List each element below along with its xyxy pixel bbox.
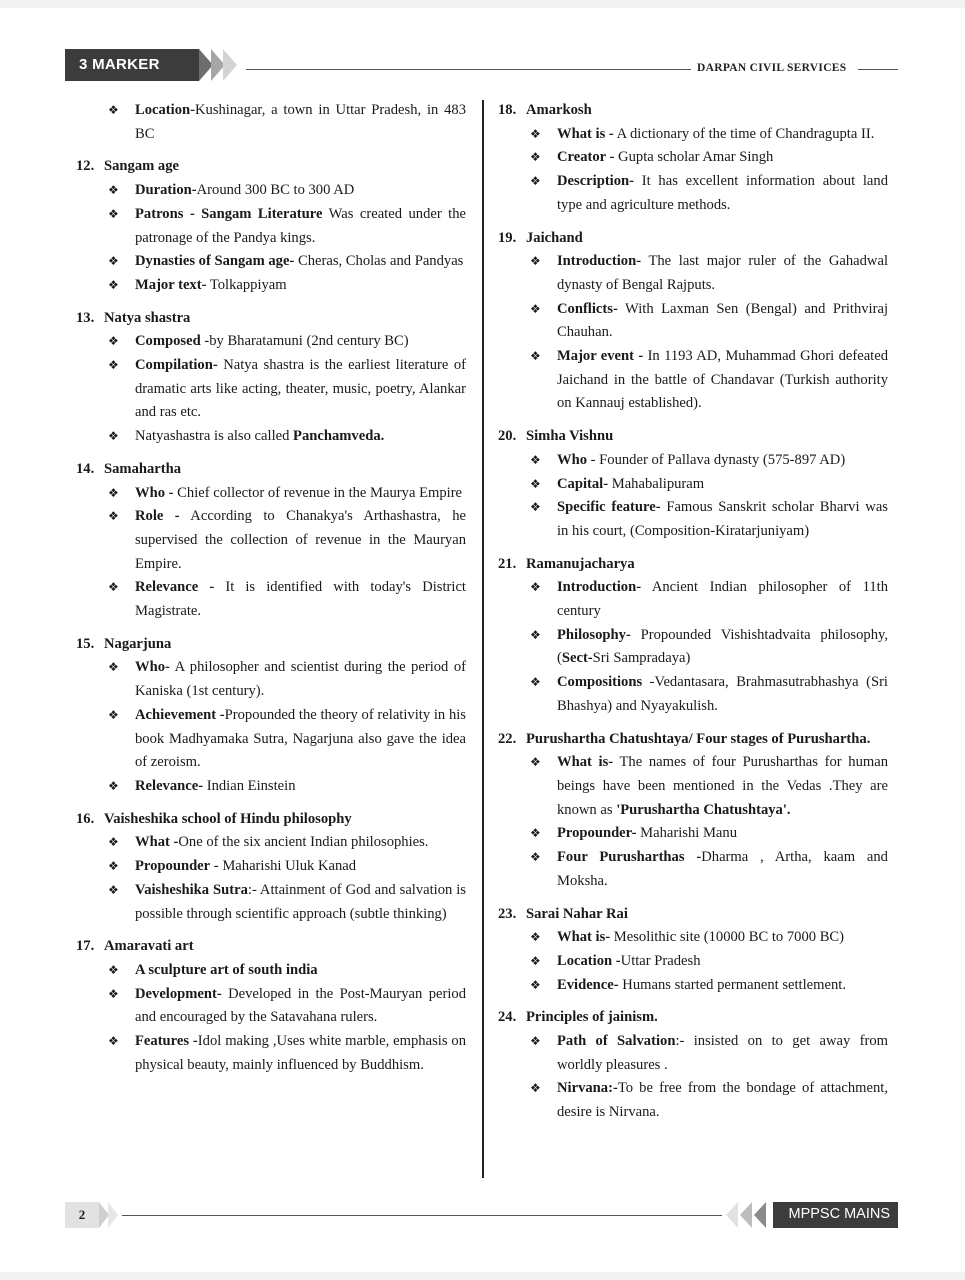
bullet-list — [530, 449, 888, 544]
section — [498, 425, 888, 544]
item-text: Ancient Indian philosopher of 11th century — [557, 579, 888, 620]
list-item — [530, 624, 888, 671]
item-text: Developed in the Post-Mauryan period and encouraged by the Satavahana rulers. — [135, 985, 466, 1026]
diamond-bullet-icon: ❖ — [530, 476, 541, 491]
section-title: Amaravati art — [104, 938, 194, 955]
section-number: 13. — [76, 309, 95, 326]
list-item — [108, 656, 466, 703]
bullet-list — [530, 926, 888, 997]
item-text: Tolkappiyam — [206, 276, 287, 293]
section — [498, 903, 888, 998]
list-item — [108, 959, 466, 983]
item-text: Maharishi Manu — [636, 825, 737, 842]
bullet-list — [108, 959, 466, 1078]
item-text: Was created under the patronage of the Pandya kings. — [135, 205, 466, 246]
column-divider — [482, 100, 484, 1178]
list-item — [108, 354, 466, 425]
item-label: Role - — [135, 508, 180, 525]
item-label: Dynasties of Sangam age- — [135, 253, 295, 270]
section-title: Vaisheshika school of Hindu philosophy — [104, 810, 352, 827]
list-item — [530, 974, 888, 998]
item-label: What is- — [557, 929, 611, 946]
list-item — [108, 99, 466, 146]
item-label: Vaisheshika Sutra — [135, 881, 248, 898]
item-text: Mesolithic site (10000 BC to 7000 BC) — [610, 929, 845, 946]
diamond-bullet-icon: ❖ — [108, 962, 119, 977]
list-item — [530, 449, 888, 473]
item-text: Sri Sampradaya) — [592, 650, 691, 667]
section-heading — [498, 227, 888, 251]
item-text: Uttar Pradesh — [620, 952, 701, 969]
diamond-bullet-icon: ❖ — [530, 174, 541, 189]
section-title: Nagarjuna — [104, 635, 172, 652]
item-label: Creator - — [557, 149, 615, 166]
section — [76, 633, 466, 799]
section-heading — [498, 903, 888, 927]
item-text: According to Chanakya's Arthashastra, he supervised the collection of revenue in the Mauryan Empire. — [135, 508, 466, 572]
item-text: - Maharishi Uluk Kanad — [210, 858, 357, 875]
item-label: Location - — [557, 952, 621, 969]
list-item — [108, 1030, 466, 1077]
item-label: Nirvana:- — [557, 1080, 618, 1097]
diamond-bullet-icon: ❖ — [530, 349, 541, 364]
item-text: Natyashastra is also called — [135, 428, 294, 445]
diamond-bullet-icon: ❖ — [108, 277, 119, 292]
section-number: 15. — [76, 635, 95, 652]
item-text: :- Attainment of God and salvation is possible through scientific approach (subtle thinking) — [135, 881, 466, 922]
section-heading — [76, 633, 466, 657]
diamond-bullet-icon: ❖ — [108, 859, 119, 874]
item-text: One of the six ancient Indian philosophies. — [178, 834, 429, 851]
item-text: Gupta scholar Amar Singh — [614, 149, 774, 166]
diamond-bullet-icon: ❖ — [530, 953, 541, 968]
section-heading — [498, 553, 888, 577]
section-heading — [76, 808, 466, 832]
item-label: What is- — [557, 754, 614, 771]
diamond-bullet-icon: ❖ — [530, 500, 541, 515]
item-label: Capital- — [557, 475, 609, 492]
bullet-list — [530, 1030, 888, 1125]
section-number: 21. — [498, 555, 517, 572]
section-heading — [76, 458, 466, 482]
item-text: -Vedantasara, Brahmasutrabhashya (Sri Bhashya) and Nyayakulish. — [557, 674, 888, 714]
bullet-list — [530, 576, 888, 718]
diamond-bullet-icon: ❖ — [530, 580, 541, 595]
publisher-title: DARPAN CIVIL SERVICES — [697, 62, 847, 74]
bullet-list — [530, 123, 888, 218]
item-text: Idol making ,Uses white marble, emphasis on physical beauty, mainly influenced by Buddhism. — [135, 1033, 466, 1073]
list-item — [530, 345, 888, 416]
diamond-bullet-icon: ❖ — [530, 850, 541, 865]
diamond-bullet-icon: ❖ — [108, 1034, 119, 1049]
bullet-list — [108, 99, 466, 146]
section-number: 17. — [76, 938, 95, 955]
item-label: Patrons - Sangam Literature — [135, 205, 323, 222]
section — [76, 458, 466, 624]
item-text: Propounded Vishishtadvaita philosophy, ( — [557, 626, 888, 667]
section-number: 19. — [498, 229, 517, 246]
list-item — [530, 1077, 888, 1124]
item-text: A philosopher and scientist during the period of Kaniska (1st century). — [135, 659, 466, 700]
item-label: Compilation- — [135, 357, 218, 374]
section-title: Natya shastra — [104, 309, 191, 326]
list-item — [108, 482, 466, 506]
chevron-icon — [223, 49, 237, 81]
list-item — [530, 473, 888, 497]
diamond-bullet-icon: ❖ — [108, 429, 119, 444]
section — [76, 935, 466, 1077]
diamond-bullet-icon: ❖ — [108, 707, 119, 722]
diamond-bullet-icon: ❖ — [108, 986, 119, 1001]
bullet-list — [108, 330, 466, 449]
section — [498, 227, 888, 417]
list-item — [108, 203, 466, 250]
diamond-bullet-icon: ❖ — [530, 627, 541, 642]
section-title: Samahartha — [104, 460, 182, 477]
item-text: A dictionary of the time of Chandragupta II. — [613, 125, 875, 142]
list-item — [108, 179, 466, 203]
diamond-bullet-icon: ❖ — [108, 485, 119, 500]
list-item — [530, 170, 888, 217]
list-item — [108, 983, 466, 1030]
item-label: Introduction- — [557, 253, 642, 270]
diamond-bullet-icon: ❖ — [108, 358, 119, 373]
section — [498, 99, 888, 218]
bullet-list — [108, 831, 466, 926]
bullet-list — [530, 751, 888, 893]
list-item — [108, 831, 466, 855]
section-title: Sarai Nahar Rai — [526, 905, 628, 922]
diamond-bullet-icon: ❖ — [108, 660, 119, 675]
section-heading — [498, 99, 888, 123]
list-item — [108, 775, 466, 799]
diamond-bullet-icon: ❖ — [108, 103, 119, 117]
chevron-icon — [726, 1202, 738, 1228]
header-rule — [858, 69, 898, 70]
item-label: Specific feature- — [557, 499, 661, 516]
item-label: Who - — [135, 484, 174, 501]
page-number: 2 — [65, 1202, 99, 1228]
section-number: 18. — [498, 102, 517, 118]
list-item — [108, 425, 466, 449]
item-label: 'Purushartha Chatushtaya'. — [616, 801, 791, 818]
diamond-bullet-icon: ❖ — [108, 835, 119, 850]
diamond-bullet-icon: ❖ — [530, 254, 541, 269]
item-label: Sect- — [561, 650, 593, 667]
item-label: Compositions — [557, 674, 643, 691]
item-label: Duration- — [135, 182, 197, 199]
section-title: Jaichand — [526, 229, 583, 246]
section-number: 16. — [76, 810, 95, 827]
section-heading — [498, 728, 888, 752]
item-label: Features - — [135, 1033, 198, 1050]
chevron-icon — [108, 1202, 118, 1228]
list-item — [108, 505, 466, 576]
section-number: 14. — [76, 460, 95, 477]
item-label: Path of Salvation — [557, 1033, 676, 1050]
item-text: The names of four Purusharthas for human beings have been mentioned in the Vedas .They are known as — [557, 754, 888, 818]
item-label: Composed — [135, 333, 201, 350]
section-title: Sangam age — [104, 158, 179, 175]
section — [498, 553, 888, 719]
item-text: In 1193 AD, Muhammad Ghori defeated Jaichand in the battle of Chandavar (Turkish authority on Kannauj established). — [557, 348, 888, 412]
right-column — [498, 99, 888, 1134]
chevron-icon — [754, 1202, 766, 1228]
item-text: It is identified with today's District Magistrate. — [135, 579, 466, 620]
chapter-tab — [65, 49, 225, 81]
item-text: Cheras, Cholas and Pandyas — [294, 253, 464, 270]
diamond-bullet-icon: ❖ — [530, 452, 541, 467]
list-item — [530, 298, 888, 345]
diamond-bullet-icon: ❖ — [108, 206, 119, 221]
diamond-bullet-icon: ❖ — [530, 1081, 541, 1096]
list-item — [530, 146, 888, 170]
item-text: With Laxman Sen (Bengal) and Prithviraj Chauhan. — [557, 300, 888, 341]
item-label: A sculpture art of south india — [135, 961, 318, 978]
section-title: Purushartha Chatushtaya/ Four stages of Purushartha. — [526, 730, 871, 747]
item-label: Who- — [135, 659, 170, 676]
list-item — [530, 671, 888, 718]
section-heading — [76, 307, 466, 331]
item-text: - Founder of Pallava dynasty (575-897 AD) — [587, 451, 846, 468]
bullet-list — [108, 179, 466, 298]
item-text: Around 300 BC to 300 AD — [196, 182, 355, 199]
section — [498, 1006, 888, 1125]
section — [498, 728, 888, 894]
item-label: Introduction- — [557, 579, 642, 596]
list-item — [530, 123, 888, 147]
item-label: What - — [135, 834, 179, 851]
bullet-list — [108, 656, 466, 798]
list-item — [530, 926, 888, 950]
header-rule — [246, 69, 691, 70]
list-item — [530, 751, 888, 822]
section — [76, 808, 466, 927]
diamond-bullet-icon: ❖ — [108, 254, 119, 269]
diamond-bullet-icon: ❖ — [530, 826, 541, 841]
list-item — [108, 274, 466, 298]
diamond-bullet-icon: ❖ — [530, 301, 541, 316]
list-item — [530, 250, 888, 297]
section-title: Amarkosh — [526, 102, 592, 118]
item-text: -by Bharatamuni (2nd century BC) — [200, 333, 409, 350]
list-item — [530, 822, 888, 846]
item-label: Panchamveda. — [293, 428, 385, 445]
section-number: 24. — [498, 1009, 517, 1026]
item-label: Relevance - — [135, 579, 215, 596]
diamond-bullet-icon: ❖ — [530, 150, 541, 165]
item-label: Philosophy- — [557, 626, 631, 643]
diamond-bullet-icon: ❖ — [530, 675, 541, 690]
list-item — [108, 855, 466, 879]
item-label: Major text- — [135, 276, 207, 293]
item-text: Kushinagar, a town in Uttar Pradesh, in 483 BC — [135, 102, 466, 142]
section-number: 22. — [498, 730, 517, 747]
item-text: To be free from the bondage of attachment, desire is Nirvana. — [557, 1080, 888, 1121]
item-text: Propounded the theory of relativity in his book Madhyamaka Sutra, Nagarjuna also gave the idea of zeroism. — [135, 706, 466, 771]
item-text: Dharma , Artha, kaam and Moksha. — [557, 849, 888, 889]
item-label: Who — [557, 451, 588, 468]
section-heading — [498, 1006, 888, 1030]
chevron-icon — [740, 1202, 752, 1228]
list-item — [530, 950, 888, 974]
item-text: Indian Einstein — [203, 777, 296, 794]
section-heading — [498, 425, 888, 449]
diamond-bullet-icon: ❖ — [108, 334, 119, 349]
list-item — [108, 330, 466, 354]
item-label: What is - — [557, 125, 614, 142]
item-label: Development- — [135, 985, 222, 1002]
diamond-bullet-icon: ❖ — [108, 778, 119, 793]
list-item — [108, 576, 466, 623]
section-heading — [76, 935, 466, 959]
item-text: Chief collector of revenue in the Maurya Empire — [173, 484, 463, 501]
item-text: Natya shastra is the earliest literature of dramatic arts like acting, theater, music, poetry, Alankar and ras etc. — [135, 357, 466, 421]
diamond-bullet-icon: ❖ — [108, 580, 119, 595]
item-label: Location- — [135, 102, 195, 118]
list-item — [108, 879, 466, 926]
item-text: Mahabalipuram — [608, 475, 705, 492]
section-number: 20. — [498, 428, 517, 445]
list-item — [530, 496, 888, 543]
item-label: Evidence- — [557, 976, 619, 993]
list-item — [530, 846, 888, 893]
section-title: Principles of jainism. — [526, 1009, 658, 1026]
chapter-tab-label: 3 MARKER — [79, 56, 160, 73]
section-title: Ramanujacharya — [526, 555, 635, 572]
diamond-bullet-icon: ❖ — [530, 1034, 541, 1049]
list-item — [530, 1030, 888, 1077]
exam-label: MPPSC MAINS — [788, 1206, 890, 1222]
item-label: Relevance- — [135, 777, 204, 794]
bullet-list — [108, 482, 466, 624]
item-text: Famous Sanskrit scholar Bharvi was in his court, (Composition-Kiratarjuniyam) — [557, 499, 888, 539]
section — [76, 99, 466, 146]
item-text: The last major ruler of the Gahadwal dynasty of Bengal Rajputs. — [557, 253, 888, 293]
section — [76, 307, 466, 449]
diamond-bullet-icon: ❖ — [530, 977, 541, 992]
item-label: Major event - — [557, 348, 644, 365]
diamond-bullet-icon: ❖ — [530, 126, 541, 141]
section-number: 23. — [498, 905, 517, 922]
section-title: Simha Vishnu — [526, 428, 614, 445]
item-label: Achievement - — [135, 706, 225, 723]
item-text: It has excellent information about land type and agriculture methods. — [557, 173, 888, 213]
left-column — [76, 99, 466, 1086]
item-text: Humans started permanent settlement. — [618, 976, 846, 993]
item-label: Description- — [557, 173, 635, 190]
item-label: Four Purusharthas - — [557, 849, 702, 866]
section-number: 12. — [76, 158, 95, 175]
section-heading — [76, 155, 466, 179]
item-label: Propounder — [135, 858, 211, 875]
list-item — [530, 576, 888, 623]
diamond-bullet-icon: ❖ — [530, 930, 541, 945]
list-item — [108, 250, 466, 274]
bullet-list — [530, 250, 888, 416]
footer-rule — [122, 1215, 722, 1216]
diamond-bullet-icon: ❖ — [530, 755, 541, 770]
list-item — [108, 704, 466, 775]
item-label: Propounder- — [557, 825, 637, 842]
item-label: Conflicts- — [557, 300, 618, 317]
diamond-bullet-icon: ❖ — [108, 882, 119, 897]
item-text: :- insisted on to get away from worldly pleasures . — [557, 1033, 888, 1073]
diamond-bullet-icon: ❖ — [108, 183, 119, 198]
diamond-bullet-icon: ❖ — [108, 509, 119, 524]
section — [76, 155, 466, 297]
exam-label-box — [773, 1202, 898, 1228]
